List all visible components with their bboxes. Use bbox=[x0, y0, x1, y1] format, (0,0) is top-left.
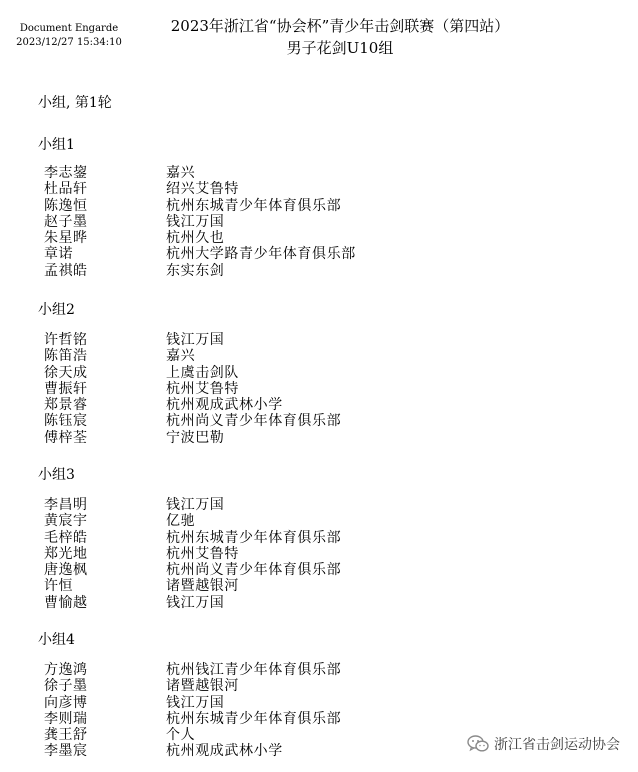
fencer-name: 徐天成 bbox=[44, 364, 88, 381]
fencer-row bbox=[38, 214, 598, 230]
fencer-club: 宁波巴勒 bbox=[166, 429, 225, 446]
fencer-club: 诸暨越银河 bbox=[166, 678, 239, 695]
fencer-club: 杭州尚义青少年体育俱乐部 bbox=[166, 562, 342, 579]
fencer-name: 孟祺皓 bbox=[44, 262, 88, 279]
fencer-name: 曹愉越 bbox=[44, 594, 88, 611]
fencer-row bbox=[38, 230, 598, 246]
fencer-row bbox=[38, 662, 598, 678]
fencer-row bbox=[38, 562, 598, 578]
fencer-row bbox=[38, 711, 598, 727]
round-label: 小组, 第1轮 bbox=[38, 95, 112, 111]
fencer-row bbox=[38, 413, 598, 429]
fencer-club: 钱江万国 bbox=[166, 694, 225, 711]
fencer-name: 龚王舒 bbox=[44, 727, 88, 744]
document-meta bbox=[0, 22, 138, 50]
fencer-club: 杭州东城青少年体育俱乐部 bbox=[166, 529, 342, 546]
fencer-club: 杭州尚义青少年体育俱乐部 bbox=[166, 413, 342, 430]
fencer-name: 李志鋆 bbox=[44, 165, 88, 181]
fencer-name: 杜品轩 bbox=[44, 181, 88, 198]
fencer-row bbox=[38, 381, 598, 397]
fencer-name: 向彦博 bbox=[44, 694, 88, 711]
fencer-club: 杭州久也 bbox=[166, 230, 225, 247]
fencer-name: 唐逸枫 bbox=[44, 562, 88, 579]
fencer-club: 杭州大学路青少年体育俱乐部 bbox=[166, 246, 356, 263]
fencer-row bbox=[38, 430, 598, 446]
fencer-name: 陈笛浩 bbox=[44, 348, 88, 365]
fencer-row bbox=[38, 497, 598, 513]
print-datetime: 2023/12/27 15:34:10 bbox=[16, 37, 122, 48]
pool-title: 小组1 bbox=[38, 137, 75, 153]
fencer-name: 郑景睿 bbox=[44, 397, 88, 414]
fencer-name: 许恒 bbox=[44, 578, 73, 595]
fencer-row bbox=[38, 595, 598, 611]
fencer-name: 方逸鸿 bbox=[44, 662, 88, 678]
watermark bbox=[467, 734, 620, 754]
fencer-club: 杭州钱江青少年体育俱乐部 bbox=[166, 662, 342, 678]
fencer-name: 毛梓皓 bbox=[44, 529, 88, 546]
fencer-name: 李昌明 bbox=[44, 497, 88, 513]
fencer-name: 曹振轩 bbox=[44, 380, 88, 397]
fencer-club: 嘉兴 bbox=[166, 348, 196, 365]
fencer-row bbox=[38, 181, 598, 197]
fencer-row bbox=[38, 263, 598, 279]
fencer-name: 朱星晔 bbox=[44, 230, 88, 247]
fencer-club: 杭州观成武林小学 bbox=[166, 397, 283, 414]
fencer-name: 郑光地 bbox=[44, 545, 88, 562]
fencer-club: 亿驰 bbox=[166, 513, 196, 530]
fencer-row bbox=[38, 678, 598, 694]
fencer-name: 李则瑞 bbox=[44, 710, 88, 727]
fencer-row bbox=[38, 530, 598, 546]
pool-title: 小组3 bbox=[38, 467, 75, 483]
fencer-club: 钱江万国 bbox=[166, 497, 225, 513]
fencer-club: 杭州观成武林小学 bbox=[166, 743, 283, 760]
fencer-club: 钱江万国 bbox=[166, 594, 225, 611]
fencer-name: 赵子墨 bbox=[44, 213, 88, 230]
fencer-club: 绍兴艾鲁特 bbox=[166, 181, 239, 198]
wechat-icon bbox=[467, 735, 489, 753]
fencer-club: 嘉兴 bbox=[166, 165, 196, 181]
fencer-club: 个人 bbox=[166, 727, 196, 744]
fencer-name: 陈钰宸 bbox=[44, 413, 88, 430]
fencer-club: 东实东剑 bbox=[166, 262, 225, 279]
fencer-row bbox=[38, 513, 598, 529]
fencer-club: 上虞击剑队 bbox=[166, 364, 239, 381]
fencer-club: 钱江万国 bbox=[166, 213, 225, 230]
fencer-name: 黄宸宇 bbox=[44, 513, 88, 530]
fencer-name: 傅梓荃 bbox=[44, 429, 88, 446]
fencer-row bbox=[38, 365, 598, 381]
fencer-club: 诸暨越银河 bbox=[166, 578, 239, 595]
fencer-row bbox=[38, 546, 598, 562]
fencer-row bbox=[38, 348, 598, 364]
fencer-club: 杭州东城青少年体育俱乐部 bbox=[166, 197, 342, 214]
fencer-name: 许哲铭 bbox=[44, 332, 88, 348]
pool-title: 小组4 bbox=[38, 632, 75, 648]
page-subtitle: 男子花剑U10组 bbox=[286, 39, 394, 57]
pool-1 bbox=[38, 137, 598, 279]
fencer-row bbox=[38, 246, 598, 262]
pool-2 bbox=[38, 302, 598, 446]
watermark-text: 浙江省击剑运动协会 bbox=[494, 737, 620, 753]
fencer-name: 陈逸恒 bbox=[44, 197, 88, 214]
pool-title: 小组2 bbox=[38, 302, 75, 318]
fencer-row bbox=[38, 198, 598, 214]
fencer-row bbox=[38, 165, 598, 181]
fencer-name: 徐子墨 bbox=[44, 678, 88, 695]
fencer-club: 钱江万国 bbox=[166, 332, 225, 348]
fencer-club: 杭州艾鲁特 bbox=[166, 545, 239, 562]
fencer-row bbox=[38, 332, 598, 348]
fencer-name: 李墨宸 bbox=[44, 743, 88, 760]
page-title: 2023年浙江省“协会杯”青少年击剑联赛（第四站） bbox=[170, 17, 510, 35]
software-name: Document Engarde bbox=[19, 23, 119, 34]
fencer-club: 杭州艾鲁特 bbox=[166, 380, 239, 397]
fencer-row bbox=[38, 695, 598, 711]
fencer-name: 章诺 bbox=[44, 246, 73, 263]
pool-3 bbox=[38, 467, 598, 611]
fencer-row bbox=[38, 578, 598, 594]
fencer-club: 杭州东城青少年体育俱乐部 bbox=[166, 710, 342, 727]
fencer-row bbox=[38, 397, 598, 413]
